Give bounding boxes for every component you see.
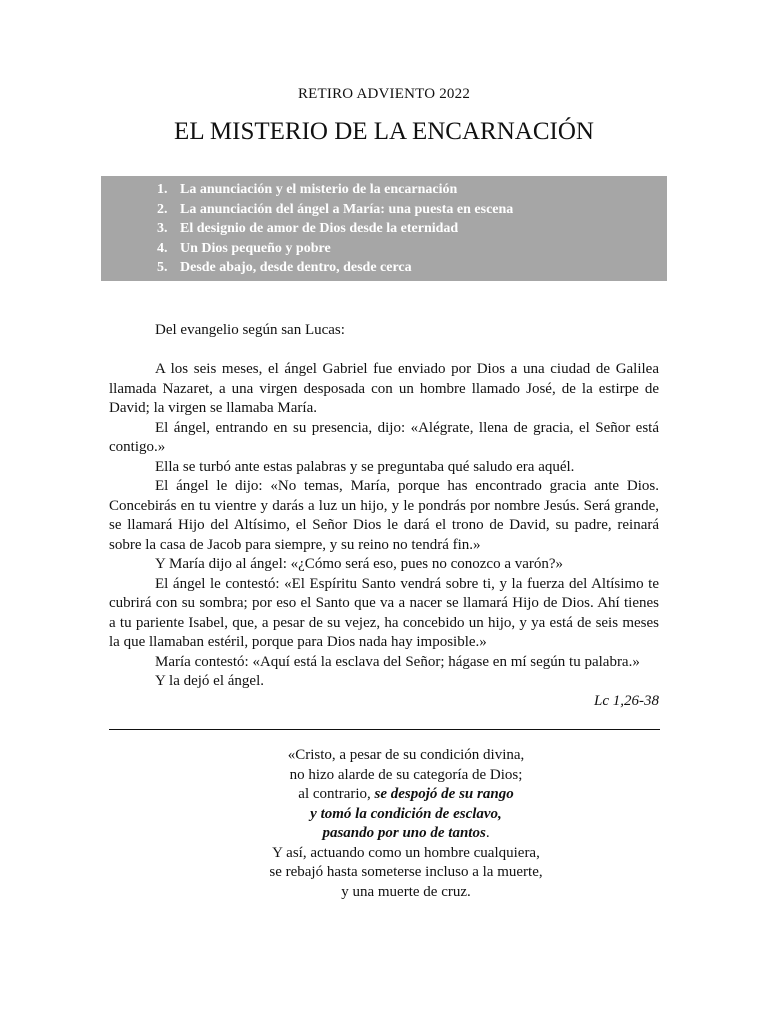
hymn-emphasis: pasando por uno de tantos (322, 825, 486, 841)
hymn-line: se rebajó hasta someterse incluso a la muerte, (269, 864, 543, 880)
toc-item (101, 200, 667, 220)
section-divider (109, 729, 660, 730)
hymn-line: no hizo alarde de su categoría de Dios; (289, 766, 523, 783)
gospel-paragraph: María contestó: «Aquí está la esclava del Señor; hágase en mí según tu palabra.» (155, 653, 640, 670)
toc-item-number: 1. (157, 182, 168, 197)
hymn-line-text: al contrario, (298, 786, 375, 802)
gospel-paragraph: Ella se turbó ante estas palabras y se preguntaba qué saludo era aquél. (155, 458, 575, 475)
hymn-line-text: . (485, 825, 490, 841)
hymn-line (0, 785, 768, 805)
gospel-paragraph: El ángel le dijo: «No temas, María, porque has encontrado gracia ante Dios. Concebirás en tu vientre y darás a luz un hijo, y le pondrás por nombre Jesús. Será grande, se llamará Hijo del Altísimo, el Señor Dios le dará el trono de David, su padre, reinará sobre la casa de Jacob para siempre, y su reino no tendrá fin.» (109, 478, 659, 553)
gospel-paragraph: El ángel le contestó: «El Espíritu Santo vendrá sobre ti, y la fuerza del Altísimo te cubrirá con su sombra; por eso el Santo que va a nacer se llamará Hijo de Dios. Ahí tienes a tu pariente Isabel, que, a pesar de su vejez, ha concebido un hijo, y ya está de seis meses la que llamaban estéril, porque para Dios nada hay imposible.» (109, 575, 659, 650)
hymn-emphasis: y tomó la condición de esclavo, (310, 805, 502, 822)
toc-item-label: La anunciación del ángel a María: una puesta en escena (180, 201, 514, 217)
gospel-passage (109, 321, 659, 711)
hymn-line: «Cristo, a pesar de su condición divina, (287, 747, 525, 763)
document-title: EL MISTERIO DE LA ENCARNACIÓN (174, 118, 594, 145)
hymn-line: Y así, actuando como un hombre cualquiera, (272, 844, 540, 861)
toc-item-label: La anunciación y el misterio de la encarnación (180, 182, 458, 197)
retreat-kicker: RETIRO ADVIENTO 2022 (297, 86, 471, 102)
hymn-line (0, 824, 768, 844)
toc-item (101, 258, 667, 278)
toc-item-number: 4. (157, 240, 168, 256)
toc-item-label: Un Dios pequeño y pobre (180, 240, 331, 256)
table-of-contents (101, 176, 667, 281)
toc-item-number: 2. (157, 201, 168, 217)
hymn-emphasis: se despojó de su rango (374, 786, 514, 802)
hymn-line (0, 805, 768, 825)
philippians-hymn (0, 746, 768, 902)
toc-item-number: 5. (157, 260, 168, 276)
toc-item-number: 3. (157, 221, 168, 237)
scripture-reference: Lc 1,26-38 (594, 692, 659, 709)
toc-item-label: El designio de amor de Dios desde la eternidad (180, 221, 459, 237)
toc-item (101, 219, 667, 239)
hymn-line: y una muerte de cruz. (341, 883, 471, 900)
toc-item-label: Desde abajo, desde dentro, desde cerca (180, 260, 412, 276)
gospel-paragraph: Y la dejó el ángel. (155, 673, 264, 689)
gospel-paragraph: A los seis meses, el ángel Gabriel fue enviado por Dios a una ciudad de Galilea llamada Nazaret, a una virgen desposada con un hombre llamado José, de la estirpe de David; la virgen se llamaba María. (109, 361, 659, 416)
gospel-paragraph: Y María dijo al ángel: «¿Cómo será eso, pues no conozco a varón?» (155, 556, 564, 572)
gospel-intro: Del evangelio según san Lucas: (155, 322, 345, 338)
gospel-paragraph: El ángel, entrando en su presencia, dijo: «Alégrate, llena de gracia, el Señor está contigo.» (109, 419, 659, 455)
toc-item (101, 180, 667, 200)
toc-item (101, 239, 667, 259)
